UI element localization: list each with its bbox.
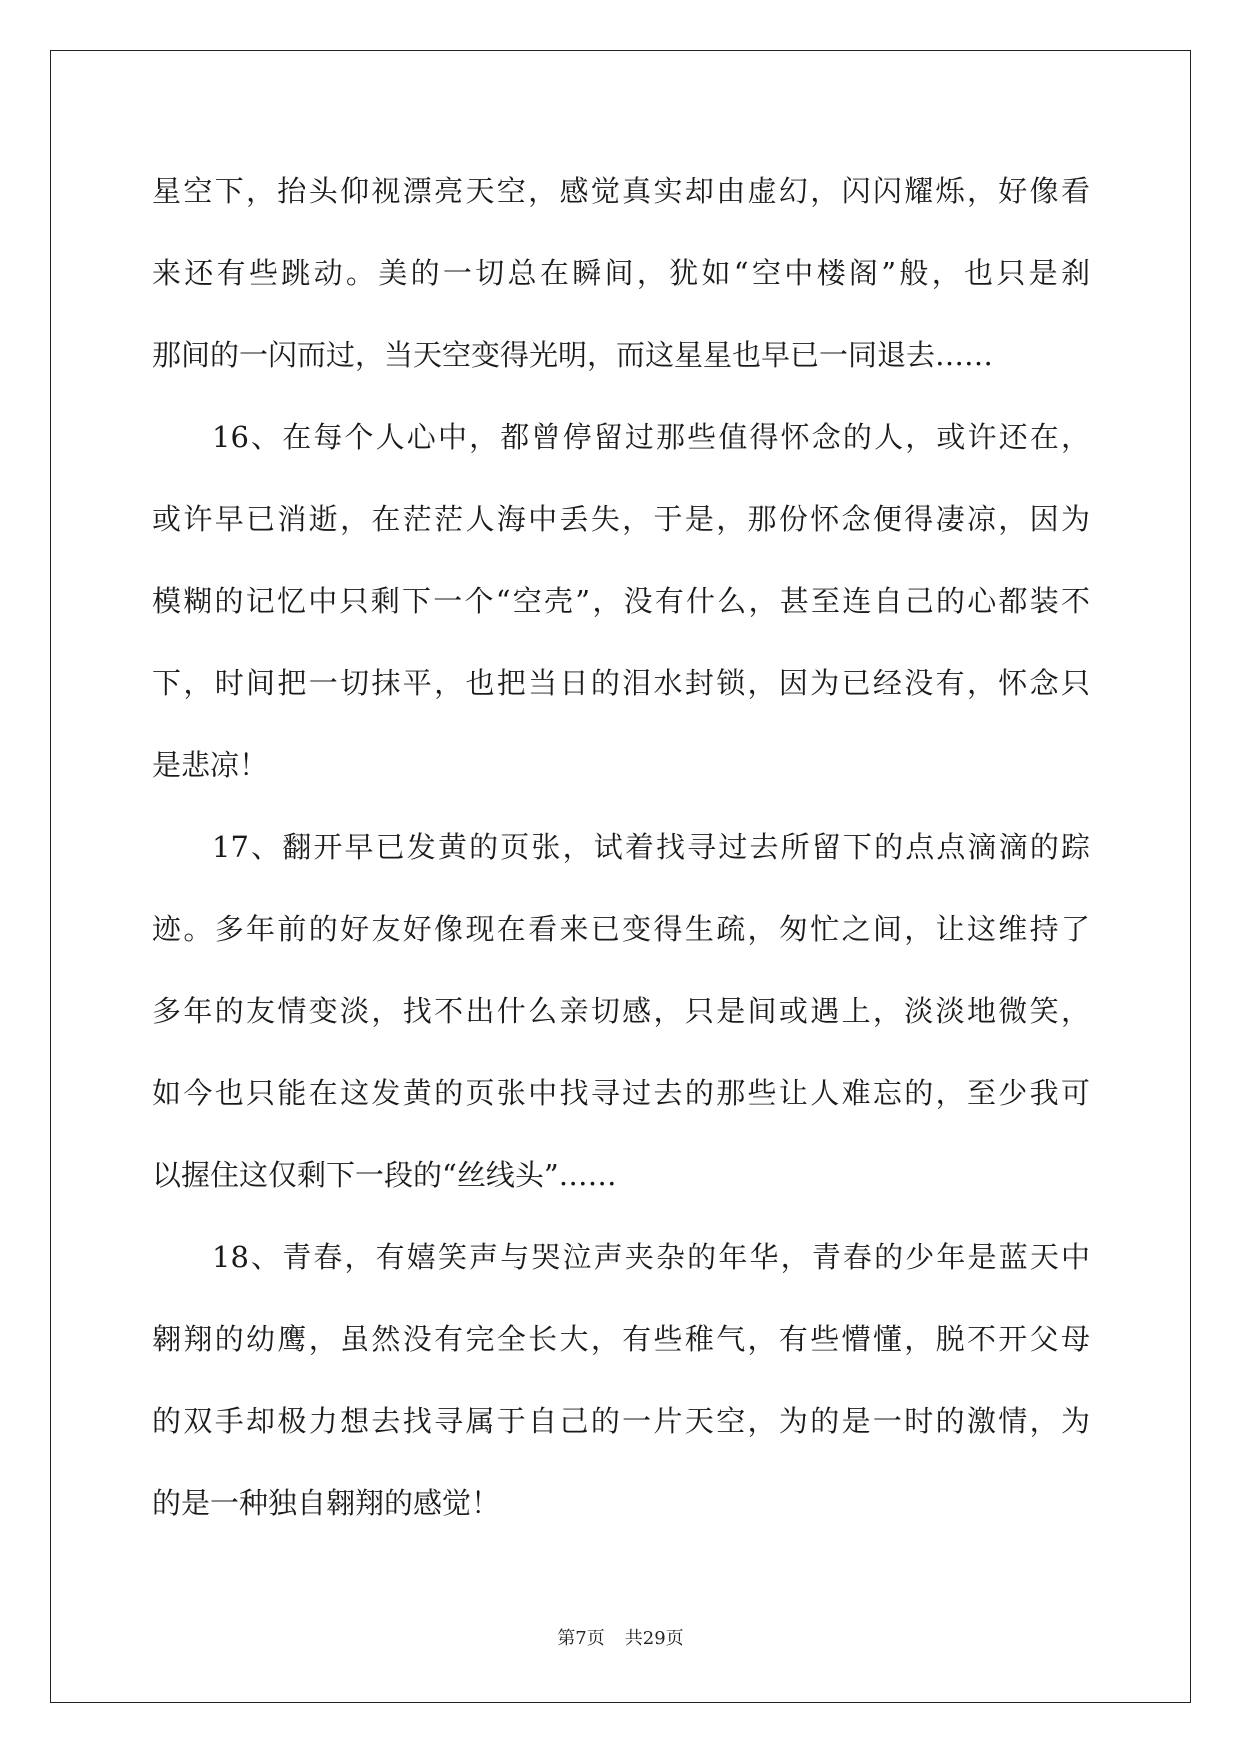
text-line: 那间的一闪而过，当天空变得光明，而这星星也早已一同退去…… bbox=[152, 338, 994, 372]
paragraph-15-continuation bbox=[152, 150, 1090, 396]
text-line: 如今也只能在这发黄的页张中找寻过去的那些让人难忘的，至少我可 bbox=[152, 1076, 1090, 1110]
paragraph-16 bbox=[152, 396, 1090, 806]
document-body bbox=[152, 150, 1090, 1544]
text-line: 星空下，抬头仰视漂亮天空，感觉真实却由虚幻，闪闪耀烁，好像看 bbox=[152, 174, 1090, 208]
text-line: 是悲凉！ bbox=[152, 748, 269, 782]
text-line: 翱翔的幼鹰，虽然没有完全长大，有些稚气，有些懵懂，脱不开父母 bbox=[152, 1322, 1090, 1356]
text-line: 下，时间把一切抹平，也把当日的泪水封锁，因为已经没有，怀念只 bbox=[152, 666, 1090, 700]
page-footer bbox=[0, 1624, 1241, 1650]
text-line: 模糊的记忆中只剩下一个“空壳”，没有什么，甚至连自己的心都装不 bbox=[152, 584, 1090, 618]
text-line: 的双手却极力想去找寻属于自己的一片天空，为的是一时的激情，为 bbox=[152, 1404, 1090, 1438]
page-number: 第7页 bbox=[557, 1628, 605, 1649]
text-line: 或许早已消逝，在茫茫人海中丢失，于是，那份怀念便得凄凉，因为 bbox=[152, 502, 1090, 536]
text-line: 迹。多年前的好友好像现在看来已变得生疏，匆忙之间，让这维持了 bbox=[152, 912, 1090, 946]
text-line: 的是一种独自翱翔的感觉！ bbox=[152, 1486, 501, 1520]
text-line: 多年的友情变淡，找不出什么亲切感，只是间或遇上，淡淡地微笑， bbox=[152, 994, 1090, 1028]
text-line: 来还有些跳动。美的一切总在瞬间，犹如“空中楼阁”般，也只是刹 bbox=[152, 256, 1090, 290]
text-line: 16、在每个人心中，都曾停留过那些值得怀念的人，或许还在， bbox=[212, 420, 1090, 454]
paragraph-17 bbox=[152, 806, 1090, 1216]
page-total: 共29页 bbox=[624, 1628, 684, 1649]
paragraph-18 bbox=[152, 1216, 1090, 1544]
text-line: 18、青春，有嬉笑声与哭泣声夹杂的年华，青春的少年是蓝天中 bbox=[212, 1240, 1090, 1274]
text-line: 17、翻开早已发黄的页张，试着找寻过去所留下的点点滴滴的踪 bbox=[212, 830, 1090, 864]
text-line: 以握住这仅剩下一段的“丝线头”…… bbox=[152, 1158, 617, 1192]
